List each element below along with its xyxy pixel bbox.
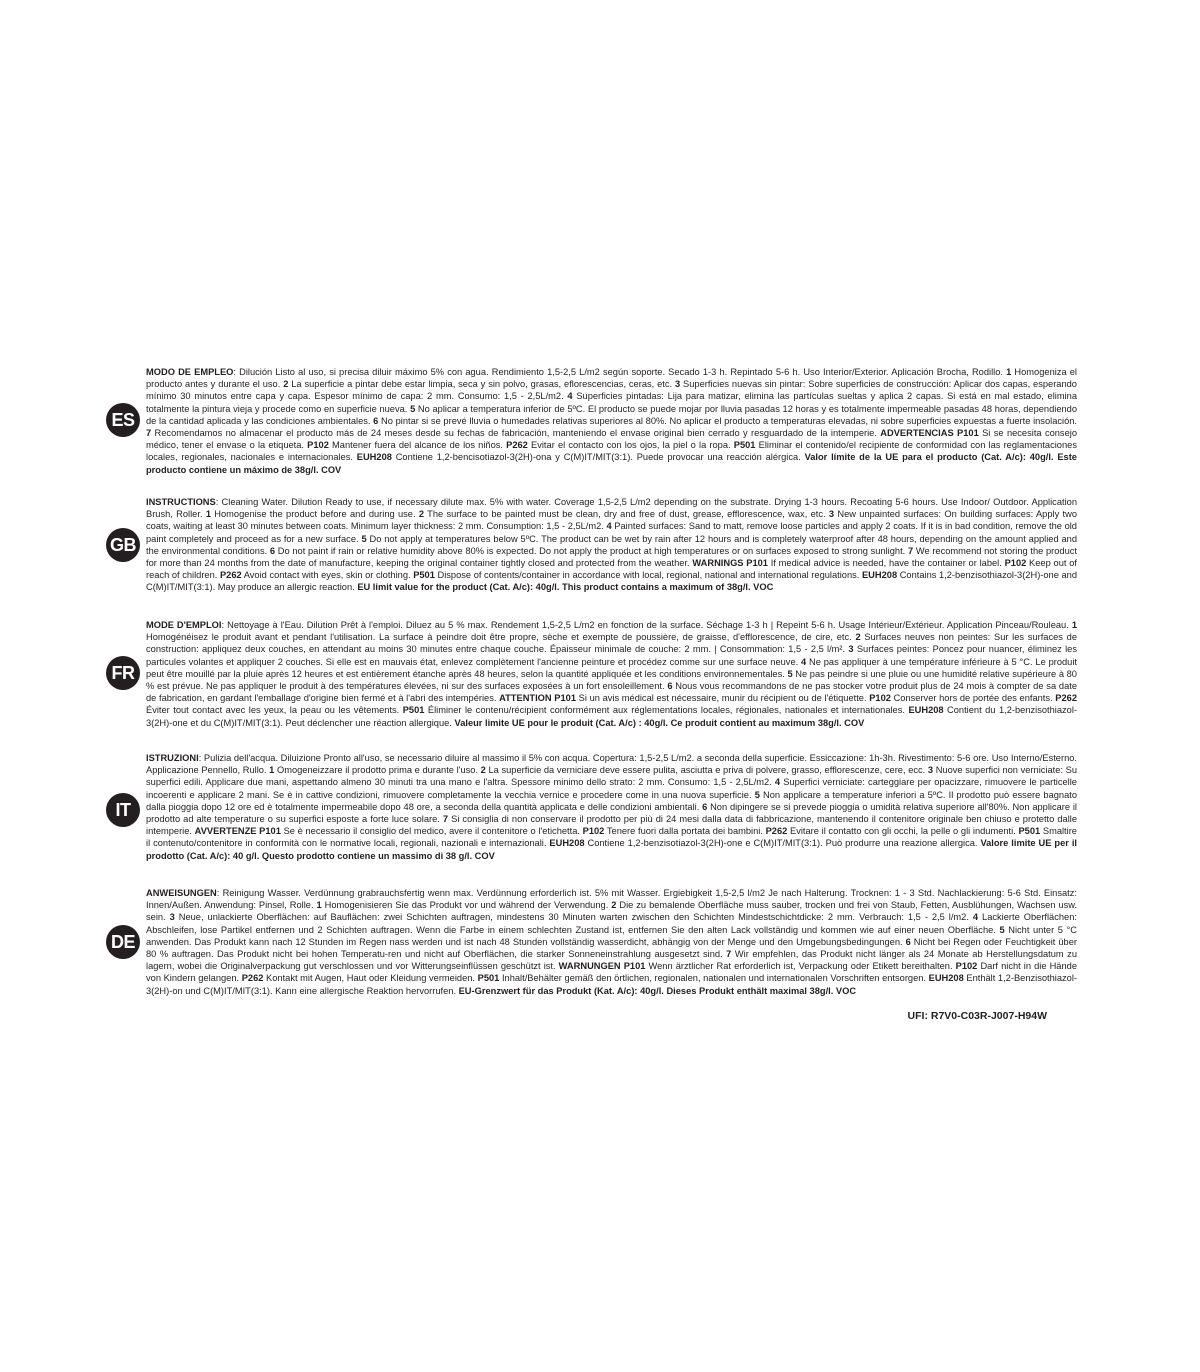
section-text (146, 619, 1077, 729)
bold-text-run: 2 (611, 900, 617, 911)
bold-text-run: 6 (702, 801, 708, 812)
text-run: We recommend not storing the product for more than 24 months from the date of manufacture, keeping the original container tightly closed and protected from the weather. (146, 545, 1078, 569)
text-run: Conserver hors de portée des enfants. (890, 693, 1056, 704)
text-run: Si consiglia di non conservare il prodotto per più di 24 mesi dalla data di fabbricazione, mantenendo il contenitore originale ben chiuso e protetto dalle intemperie. (146, 814, 1077, 837)
bold-text-run: 7 (442, 814, 449, 825)
bold-text-run: P102 (869, 693, 891, 704)
bold-text-run: P102 (307, 440, 329, 451)
bold-text-run: P501 (413, 570, 435, 581)
bold-text-run: 6 (269, 545, 276, 556)
text-run: Superfici verniciate: carteggiare per opacizzare, rimuovere le particelle incoerenti e applicare 2 mani. Se è in cattive condizioni, rimuovere completamente la vecchia vernice e procedere come in una nuova superficie. (146, 777, 1077, 800)
bold-text-run: EUH208 (549, 838, 585, 849)
text-run: Nous vous recommandons de ne pas stocker votre produit plus de 24 mois à compter de sa date de fabrication, en gardant l'emballage d'origine bien fermé et à l'abri des intempéries. (146, 681, 1077, 704)
bold-text-run: MODO DE EMPLEO (146, 367, 234, 377)
bold-text-run: EU limit value for the product (Cat. A/c): 40g/l. This product contains a maximum of 38g/l. VOC (357, 582, 774, 593)
bold-text-run: ATTENTION P101 (499, 693, 576, 704)
bold-text-run: 3 (848, 644, 854, 655)
text-run: Recomendamos no almacenar el producto más de 24 meses desde su fechas de fabricación, manteniendo el envase original bien cerrado y resguardado de la intemperie. (151, 428, 881, 439)
text-run: Evitare il contatto con gli occhi, la pelle o gli indumenti. (787, 826, 1019, 837)
text-run: Non applicare a temperature inferiori a 5ºC. Il prodotto può essere bagnato dalla pioggia dopo 12 ore ed è totalmente impermeabile dopo 48 ore, a seconda della quantità applicata e delle condizioni ambientali. (146, 789, 1078, 812)
bold-text-run: 2 (480, 765, 486, 776)
bold-text-run: 3 (674, 379, 681, 390)
text-run: Éliminer le contenu/récipient conformément aux réglementations locales, régionales, nationales et internationales. (424, 705, 909, 716)
bold-text-run: 2 (418, 509, 425, 520)
text-run: Contains 1,2-benzisothiazol-3(2H)-one and C(M)IT/MIT(3:1). May produce an allergic reaction. (146, 570, 1078, 593)
text-run: Evitar el contacto con los ojos, la piel o la ropa. (527, 440, 734, 451)
text-run: Kontakt mit Augen, Haut oder Kleidung vermeiden. (263, 973, 478, 984)
text-run: No pintar si se prevé lluvia o humedades relativas superiores al 80%. No aplicar el producto a temperaturas elevadas, ni sobre superficies expuestas a fuerte insolación. (378, 415, 1078, 426)
text-run: Nicht bei Regen oder Feuchtigkeit über 80 % auftragen. Das Produkt nicht bei hohen Temperatu-ren und nicht auf Oberflächen, die starker Sonneneinstrahlung ausgesetzt sind. (146, 936, 1077, 960)
text-run: If medical advice is needed, have the container or label. (767, 558, 1005, 569)
bold-text-run: 7 (907, 545, 914, 556)
section-it (146, 752, 1077, 862)
bold-text-run: 1 (316, 900, 322, 911)
text-run: La superficie a pintar debe estar limpia, seca y sin polvo, grasas, eflorescencias, ceras, etc. (288, 379, 675, 390)
bold-text-run: P501 (477, 973, 500, 984)
bold-text-run: 7 (726, 949, 732, 960)
text-run: Surfaces neuves non peintes: Sur les surfaces de construction: appliquez deux couches, en attendant au moins 30 minutes entre chaque couche. Épaisseur minimale de couche: 2 mm. | Consommation: 1,5 - 2,5 l/m². (146, 632, 1077, 655)
bold-text-run: Valor límite de la UE para el producto (Cat. A/c): 40g/l. Este producto contiene un máximo de 38g/l. COV (146, 452, 1077, 475)
bold-text-run: P501 (733, 440, 756, 451)
bold-text-run: EUH208 (356, 452, 392, 463)
bold-text-run: 5 (754, 789, 760, 800)
text-run: Neue, unlackierte Oberflächen: auf Bauflächen: zwei Schichten auftragen, mindestens 30 Minuten warten zwischen den Schichten Mindestschichtdicke: 2 mm. Verbrauch: 1,5 - 2,5 l/m2. (174, 912, 973, 923)
text-run: Éviter tout contact avec les yeux, la peau ou les vêtements. (146, 705, 403, 716)
text-run: Eliminar el contenido/el recipiente de conformidad con las reglamentaciones locales, regionales, nacionales e internacionales. (146, 440, 1077, 463)
bold-text-run: P262 (506, 440, 528, 451)
ufi-code: UFI: R7V0-C03R-J007-H94W (907, 1010, 1047, 1022)
bold-text-run: P262 (241, 973, 264, 984)
section-text (146, 366, 1077, 476)
bold-text-run: ADVERTENCIAS P101 (880, 428, 979, 439)
text-run: Surfaces peintes: Poncez pour nuancer, éliminez les particules volantes et appliquer 2 couches. Si elle est en mauvais état, enlevez complètement l'ancienne peinture et procédez comme sur une surface neuve. (146, 644, 1077, 667)
text-run: Homogenisieren Sie das Produkt vor und während der Verwendung. (321, 900, 612, 911)
text-run: Contient du 1,2-benzisothiazol-3(2H)-one et du C(M)IT/MIT(3:1). Peut déclencher une réaction allergique. (146, 705, 1077, 728)
text-run: Darf nicht in die Hände von Kindern gelangen. (146, 961, 1077, 984)
text-run: Si un avis médical est nécessaire, munir du récipient ou de l'étiquette. (576, 693, 870, 704)
text-run: : Nettoyage à l'Eau. Dilution Prêt à l'emploi. Diluez au 5 % max. Rendement 1,5-2,5 L/m2 en fonction de la surface. Séchage 1-3 h | Repeint 5-6 h. Usage Intérieur/Extérieur. Application Pinceau/Rouleau. (221, 620, 1072, 630)
bold-text-run: INSTRUCTIONS (146, 497, 216, 507)
bold-text-run: 6 (373, 415, 379, 426)
bold-text-run: Valeur limite UE pour le produit (Cat. A/c) : 40g/l. Ce produit contient au maximum 38g/l. COV (454, 717, 865, 728)
text-run: Ne pas peindre si une pluie ou une humidité relative supérieure à 80 % est prévue. Ne pas appliquer le produit à des températures élevées, ni sur des surfaces exposées à un fort ensoleillement. (146, 668, 1077, 692)
text-run: Superficies pintadas: Lija para matizar, elimina las partículas sueltas y aplica 2 capas. Si está en mal estado, elimina totalmente la pintura vieja y procede como en superficie nueva. (146, 391, 1077, 414)
text-run: : Reinigung Wasser. Verdünnung grabrauchsfertig wenn max. Verdünnung erforderlich ist. 5% mit Wasser. Ergiebigkeit 1,5-2,5 l/m2 Je nach Halterung. Trocknen: 1 - 3 Std. Nachlackierung: 5-6 Std. Einsatz: Innen/Außen. Anwendung: Pinsel, Rolle. (146, 888, 1077, 911)
text-run: Dispose of contents/container in accordance with local, regional, national and international regulations. (434, 570, 862, 581)
bold-text-run: P262 (219, 570, 242, 581)
bold-text-run: Valore limite UE per il prodotto (Cat. A/c): 40 g/l. Questo prodotto contiene un massimo di 38 g/l. COV (146, 838, 1077, 861)
text-run: Nuove superfici non verniciate: Su superfici edili. Applicare due mani, aspettando almeno 30 minuti tra una mano e l'altra. Spessore minimo dello strato: 2 mm. Consumo: 1,5 - 2,5L/m2. (146, 765, 1077, 788)
text-run: Contiene 1,2-bencisotiazol-3(2H)-ona y C(M)IT/MIT(3:1). Puede provocar una reacción alérgica. (391, 452, 805, 463)
text-run: Wir empfehlen, das Produkt nicht länger als 24 Monate ab Herstellungsdatum zu lagern, wobei die Originalverpackung gut verschlossen und vor Witterungseinflüssen geschützt ist. (146, 949, 1078, 972)
bold-text-run: EUH208 (908, 705, 944, 716)
text-run: Si se necesita consejo médico, tener el envase o la etiqueta. (146, 428, 1077, 451)
text-run: New unpainted surfaces: On building surfaces: Apply two coats, waiting at least 30 minutes between coats. Minimum layer thickness: 2 mm. Consumption: 1,5 - 2,5L/m2. (146, 509, 1078, 532)
bold-text-run: 6 (905, 936, 911, 947)
bold-text-run: P102 (582, 826, 605, 837)
language-badge-fr: FR (106, 656, 140, 690)
section-text (146, 752, 1077, 862)
text-run: : Pulizia dell'acqua. Diluizione Pronto all'uso, se necessario diluire al massimo il 5% con acqua. Copertura: 1,5-2,5 L/m2. a seconda della superficie. Essiccazione: 1h-3h. Rivestimento: 5-6 ore. Uso Interno/Esterno. Applicazione Pennello, Rullo. (146, 753, 1077, 776)
bold-text-run: P102 (955, 961, 978, 972)
text-run: Lackierte Oberflächen: Abschleifen, lose Partikel entfernen und 2 Schichten auftragen. Wenn die Farbe in einem schlechten Zustand ist, entfernen Sie den alten Lack vollständig und kommen wie auf einer neuen Oberfläche. (146, 912, 1077, 935)
section-es (146, 366, 1077, 476)
bold-text-run: WARNINGS P101 (692, 558, 768, 569)
bold-text-run: 1 (1071, 620, 1077, 630)
text-run: Die zu bemalende Oberfläche muss sauber, trocken und frei von Staub, Fetten, Ausblühungen, Wachsen usw. sein. (146, 900, 1078, 923)
bold-text-run: 4 (774, 777, 781, 788)
text-run: Enthält 1,2-Benzisothiazol-3(2H)-on und C(M)IT/MIT(3:1). Kann eine allergische Reaktion hervorrufen. (146, 973, 1077, 996)
bold-text-run: P262 (765, 826, 788, 837)
bold-text-run: 5 (999, 924, 1005, 935)
text-run: Smaltire il contenuto/contenitore in conformità con le normative locali, regionali, nazionali e internazionali. (146, 826, 1077, 849)
text-run: Ne pas appliquer à une température inférieure à 5 °C. Le produit peut être mouillé par la pluie après 12 heures et est entièrement étanche après 48 heures, selon la quantité appliquée et les conditions environnementales. (146, 656, 1077, 679)
text-run: Keep out of reach of children. (146, 558, 1077, 581)
text-run: Se è necessario il consiglio del medico, avere il contenitore o l'etichetta. (280, 826, 583, 837)
text-run: Non dipingere se si prevede pioggia o umidità relativa superiore all'80%. Non applicare il prodotto ad alte temperature o su superfici esposte a forte luce solare. (146, 801, 1077, 825)
bold-text-run: ISTRUZIONI (146, 753, 199, 763)
bold-text-run: WARNUNGEN P101 (558, 961, 646, 972)
section-text (146, 496, 1077, 594)
bold-text-run: P102 (1004, 558, 1027, 569)
section-de (146, 887, 1077, 997)
bold-text-run: 7 (146, 428, 152, 439)
text-run: Mantener fuera del alcance de los niños. (328, 440, 507, 451)
bold-text-run: P262 (1055, 693, 1077, 704)
bold-text-run: 4 (606, 521, 612, 532)
bold-text-run: EUH208 (861, 570, 898, 581)
text-run: Inhalt/Behälter gemäß den örtlichen, regionalen, nationalen und internationalen Vorschriften entsorgen. (499, 973, 929, 984)
bold-text-run: P501 (1018, 826, 1041, 837)
section-gb (146, 496, 1077, 594)
text-run: Superficies nuevas sin pintar: Sobre superficies de construcción: Aplicar dos capas, esperando mínimo 30 minutos entre capa y capa. Espesor mínimo de capa: 2 mm. Consumo: 1,5 - 2,5L/m2. (146, 379, 1077, 402)
bold-text-run: 3 (927, 765, 934, 776)
text-run: Avoid contact with eyes, skin or clothing. (241, 570, 414, 581)
language-badge-es: ES (106, 403, 140, 437)
bold-text-run: 1 (1006, 367, 1012, 377)
bold-text-run: 6 (667, 681, 673, 692)
text-run: Tenere fuori dalla portata dei bambini. (604, 826, 766, 837)
text-run: The surface to be painted must be clean, dry and free of dust, grease, efflorescence, wax, etc. (424, 509, 829, 520)
text-run: Do not apply at temperatures below 5ºC. The product can be wet by rain after 12 hours and is completely waterproof after 48 hours, depending on the amount applied and the environmental conditions. (146, 533, 1078, 556)
bold-text-run: 4 (801, 656, 807, 667)
bold-text-run: MODE D'EMPLOI (146, 620, 222, 630)
text-run: : Dilución Listo al uso, si precisa diluir máximo 5% con agua. Rendimiento 1,5-2,5 L/m2 según soporte. Secado 1-3 h. Repintado 5-6 h. Uso Interior/Exterior. Aplicación Brocha, Rodillo. (233, 367, 1007, 377)
bold-text-run: P501 (402, 705, 425, 716)
bold-text-run: 2 (855, 632, 861, 643)
text-run: Nicht unter 5 °C anwenden. Das Produkt kann nach 12 Stunden im Regen nass werden und ist nach 48 Stunden vollständig wasserdicht, abhängig von der Menge und den Umgebungsbedingungen. (146, 924, 1077, 947)
bold-text-run: 5 (410, 403, 416, 414)
bold-text-run: EUH208 (928, 973, 964, 984)
section-text (146, 887, 1077, 997)
text-run: Wenn ärztlicher Rat erforderlich ist, Verpackung oder Etikett bereithalten. (645, 961, 956, 972)
bold-text-run: 5 (787, 668, 793, 679)
bold-text-run: AVVERTENZE P101 (194, 826, 281, 837)
bold-text-run: 4 (972, 912, 979, 923)
bold-text-run: 1 (205, 509, 211, 520)
text-run: Homogeniza el producto antes y durante el uso. (146, 367, 1077, 390)
text-run: La superficie da verniciare deve essere pulita, asciutta e priva di polvere, grasso, efflorescenze, cere, ecc. (485, 765, 928, 776)
bold-text-run: 4 (567, 391, 573, 402)
bold-text-run: 2 (283, 379, 289, 390)
language-badge-it: IT (106, 793, 140, 827)
language-badge-gb: GB (106, 528, 140, 562)
bold-text-run: 5 (361, 533, 367, 544)
language-badge-de: DE (106, 925, 140, 959)
bold-text-run: 3 (828, 509, 835, 520)
section-fr (146, 619, 1077, 729)
text-run: No aplicar a temperatura inferior de 5ºC. El producto se puede mojar por lluvia pasadas 12 horas y es totalmente impermeable pasadas 48 horas, dependiendo de la cantidad aplicada y las condiciones ambientales. (146, 403, 1078, 426)
text-run: Omogeneizzare il prodotto prima e durante l'uso. (274, 765, 481, 776)
text-run: Painted surfaces: Sand to matt, remove loose particles and apply 2 coats. If it is in bad condition, remove the old paint completely and proceed as for a new surface. (146, 521, 1077, 544)
text-run: Do not paint if rain or relative humidity above 80% is expected. Do not apply the product at high temperatures or on surfaces exposed to strong sunlight. (275, 545, 908, 556)
text-run: Homogenise the product before and during use. (211, 509, 419, 520)
bold-text-run: 3 (169, 912, 175, 923)
bold-text-run: 1 (269, 765, 275, 776)
bold-text-run: ANWEISUNGEN (146, 888, 217, 898)
text-run: : Cleaning Water. Dilution Ready to use, if necessary dilute max. 5% with water. Coverage 1,5-2,5 L/m2 depending on the substrate. Drying 1-3 hours. Recoating 5-6 hours. Use Indoor/ Outdoor. Application Brush, Roller. (146, 497, 1077, 520)
text-run: Homogénéisez le produit avant et pendant l'utilisation. La surface à peindre doit être propre, sèche et exempte de poussière, de graisse, d'efflorescence, de cire, etc. (146, 632, 856, 643)
bold-text-run: EU-Grenzwert für das Produkt (Kat. A/c): 40g/l. Dieses Produkt enthält maximal 38g/l. VOC (458, 985, 857, 996)
text-run: Contiene 1,2-benzisotiazol-3(2H)-one e C(M)IT/MIT(3:1). Può produrre una reazione allergica. (584, 838, 981, 849)
